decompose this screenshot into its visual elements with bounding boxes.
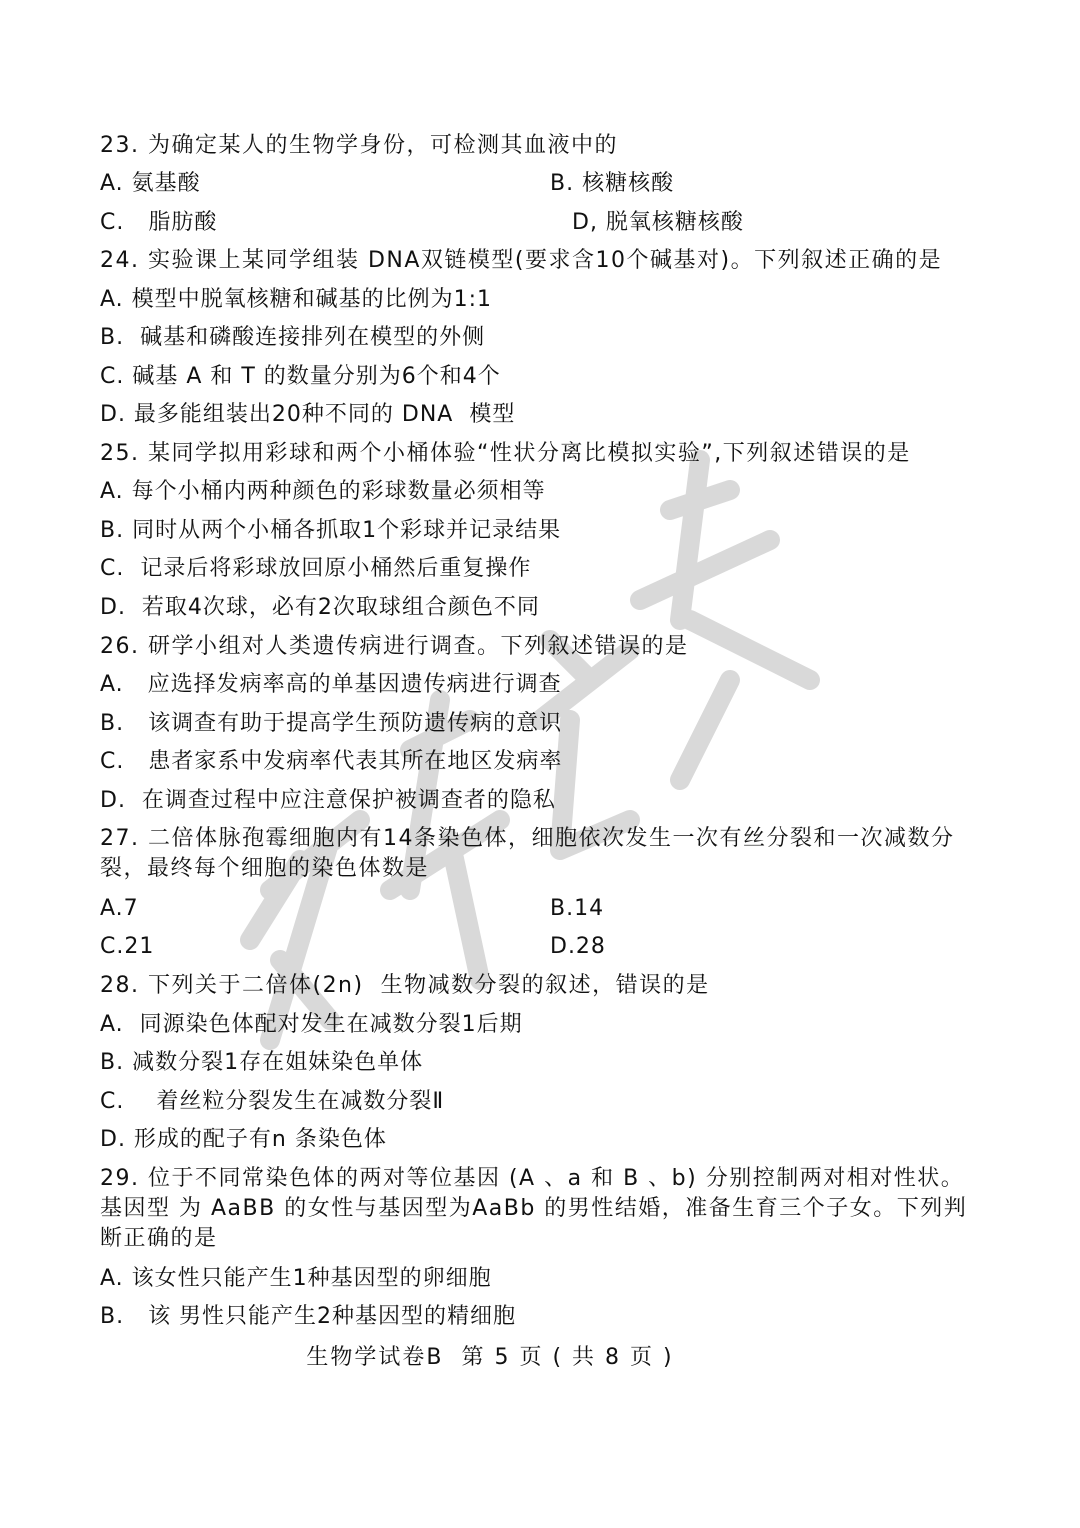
question-28-option-d: D. 形成的配子有n 条染色体	[100, 1127, 387, 1152]
question-23-option-d: D, 脱氧核糖核酸	[572, 210, 744, 235]
question-27-option-c: C.21	[100, 934, 155, 959]
question-27-stem: 27. 二倍体脉孢霉细胞内有14条染色体，细胞依次发生一次有丝分裂和一次减数分裂，最终每个细胞的染色体数是	[100, 826, 955, 881]
page-footer: 生物学试卷B 第 5 页 ( 共 8 页 )	[306, 1345, 674, 1370]
question-23-option-a: A. 氨基酸	[100, 171, 201, 196]
question-26-option-a: A. 应选择发病率高的单基因遗传病进行调查	[100, 672, 562, 697]
question-28-stem: 28. 下列关于二倍体(2n) 生物减数分裂的叙述，错误的是	[100, 973, 710, 998]
question-25-option-b: B. 同时从两个小桶各抓取1个彩球并记录结果	[100, 518, 562, 543]
question-27-option-d: D.28	[550, 934, 606, 959]
question-29-option-a: A. 该女性只能产生1种基因型的卵细胞	[100, 1266, 492, 1291]
question-23-option-b: B. 核糖核酸	[550, 171, 675, 196]
question-24-stem: 24. 实验课上某同学组装 DNA双链模型(要求含10个碱基对)。下列叙述正确的是	[100, 248, 943, 273]
question-27-option-b: B.14	[550, 896, 605, 921]
question-27-option-a: A.7	[100, 896, 139, 921]
question-29-option-b: B. 该 男性只能产生2种基因型的精细胞	[100, 1304, 517, 1329]
question-25-option-c: C. 记录后将彩球放回原小桶然后重复操作	[100, 556, 532, 581]
question-26-option-c: C. 患者家系中发病率代表其所在地区发病率	[100, 749, 563, 774]
question-26-option-b: B. 该调查有助于提高学生预防遗传病的意识	[100, 711, 563, 736]
question-25-option-d: D. 若取4次球，必有2次取球组合颜色不同	[100, 595, 540, 620]
question-26-stem: 26. 研学小组对人类遗传病进行调查。下列叙述错误的是	[100, 634, 689, 659]
question-23-option-c: C. 脂肪酸	[100, 210, 218, 235]
question-24-option-c: C. 碱基 A 和 T 的数量分别为6个和4个	[100, 364, 501, 389]
question-25-option-a: A. 每个小桶内两种颜色的彩球数量必须相等	[100, 479, 546, 504]
question-29-stem: 29. 位于不同常染色体的两对等位基因 (A 、a 和 B 、b) 分别控制两对相对性状。基因型 为 AaBB 的女性与基因型为AaBb 的男性结婚，准备生育三个子女。下列判断正确的是	[100, 1166, 968, 1251]
question-28-option-b: B. 减数分裂1存在姐妹染色单体	[100, 1050, 424, 1075]
question-24-option-a: A. 模型中脱氧核糖和碱基的比例为1:1	[100, 287, 493, 312]
question-26-option-d: D. 在调查过程中应注意保护被调查者的隐私	[100, 788, 556, 813]
question-23-stem: 23. 为确定某人的生物学身份，可检测其血液中的	[100, 133, 618, 158]
question-28-option-c: C. 着丝粒分裂发生在减数分裂Ⅱ	[100, 1089, 445, 1114]
question-24-option-b: B. 碱基和磷酸连接排列在模型的外侧	[100, 325, 486, 350]
question-28-option-a: A. 同源染色体配对发生在减数分裂1后期	[100, 1012, 523, 1037]
question-24-option-d: D. 最多能组装出20种不同的 DNA 模型	[100, 402, 516, 427]
question-25-stem: 25. 某同学拟用彩球和两个小桶体验“性状分离比模拟实验”,下列叙述错误的是	[100, 441, 911, 466]
